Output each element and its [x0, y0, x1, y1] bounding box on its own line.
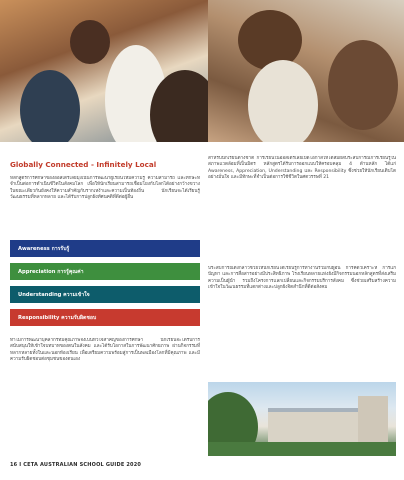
intro-paragraph: หลักสูตรการศึกษาของออสเตรเลียมุ่งเน้นการพัฒนาผู้เรียนให้มีความรู้ ความสามารถ และทักษะที่จำเป็นต่อการดำเนินชีวิตในสังคมโลก เพื่อให้นักเรียนสามารถเชื่อมโยงกับโลกได้อย่างกว้างขวาง ในขณะเดียวกันยังคงให้ความสำคัญกับรากเหง้าและความเป็นท้องถิ่น นักเรียนจะได้เรียนรู้วัฒนธรรมที่หลากหลาย และได้รับการปลูกฝังทัศนคติที่ดีต่อผู้อื่น: [10, 176, 200, 201]
students-photo: [208, 0, 404, 142]
page-footer: 16 I CETA AUSTRALIAN SCHOOL GUIDE 2020: [10, 462, 142, 468]
right-bottom-paragraph: ประสบการณ์ดังกล่าวช่วยให้นักเรียนได้เรียนรู้การทำงานร่วมกับผู้อื่น การคิดวิเคราะห์ การแก้ปัญหา และการสื่อสารอย่างมีประสิทธิภาพ โรงเรียนหลายแห่งยังมีกิจกรรมนอกหลักสูตรที่ส่งเสริมความเป็นผู้นำ รวมถึงโครงการแลกเปลี่ยนและกิจกรรมบริการสังคม ซึ่งช่วยเสริมสร้างความเข้าใจในวัฒนธรรมที่แตกต่างและปลูกฝังจิตสำนึกที่ดีต่อสังคม: [208, 266, 396, 291]
pillars-list: [10, 240, 200, 332]
section-headline: Globally Connected - Infinitely Local: [10, 160, 157, 169]
pillar-awareness: Awareness การรับรู้: [10, 240, 200, 257]
right-top-paragraph: สำหรับนักเรียนต่างชาติ การเรียนในออสเตรเลียเปิดโอกาสให้ได้สัมผัสประสบการณ์การเรียนรู้ในสภาพแวดล้อมที่เป็นมิตร หลักสูตรได้รับการออกแบบให้ครอบคลุม 4 ด้านหลัก ได้แก่ Awareness, Appreciation, Understanding และ Responsibility ซึ่งช่วยให้นักเรียนเติบโตอย่างมั่นใจ และมีทักษะที่จำเป็นต่อการใช้ชีวิตในศตวรรษที่ 21: [208, 156, 396, 181]
pillar-responsibility: Responsibility ความรับผิดชอบ: [10, 309, 200, 326]
pillar-appreciation: Appreciation การรู้คุณค่า: [10, 263, 200, 280]
left-bottom-paragraph: ทำไมการพัฒนาบุคลากรที่มีคุณภาพจึงเป็นหัวใจสำคัญของการศึกษา นักเรียนจะได้รับการสนับสนุนให้เข้าใจบทบาทของตนในสังคม และได้รับโอกาสในการพัฒนาศักยภาพ ผ่านกิจกรรมที่หลากหลายทั้งในและนอกห้องเรียน เพื่อเตรียมความพร้อมสู่การเป็นพลเมืองโลกที่มีคุณภาพ และมีความรับผิดชอบต่อชุมชนของตนเอง: [10, 338, 200, 363]
pillar-understanding: Understanding ความเข้าใจ: [10, 286, 200, 303]
campus-photo: [208, 382, 396, 456]
classroom-photo: [0, 0, 208, 142]
